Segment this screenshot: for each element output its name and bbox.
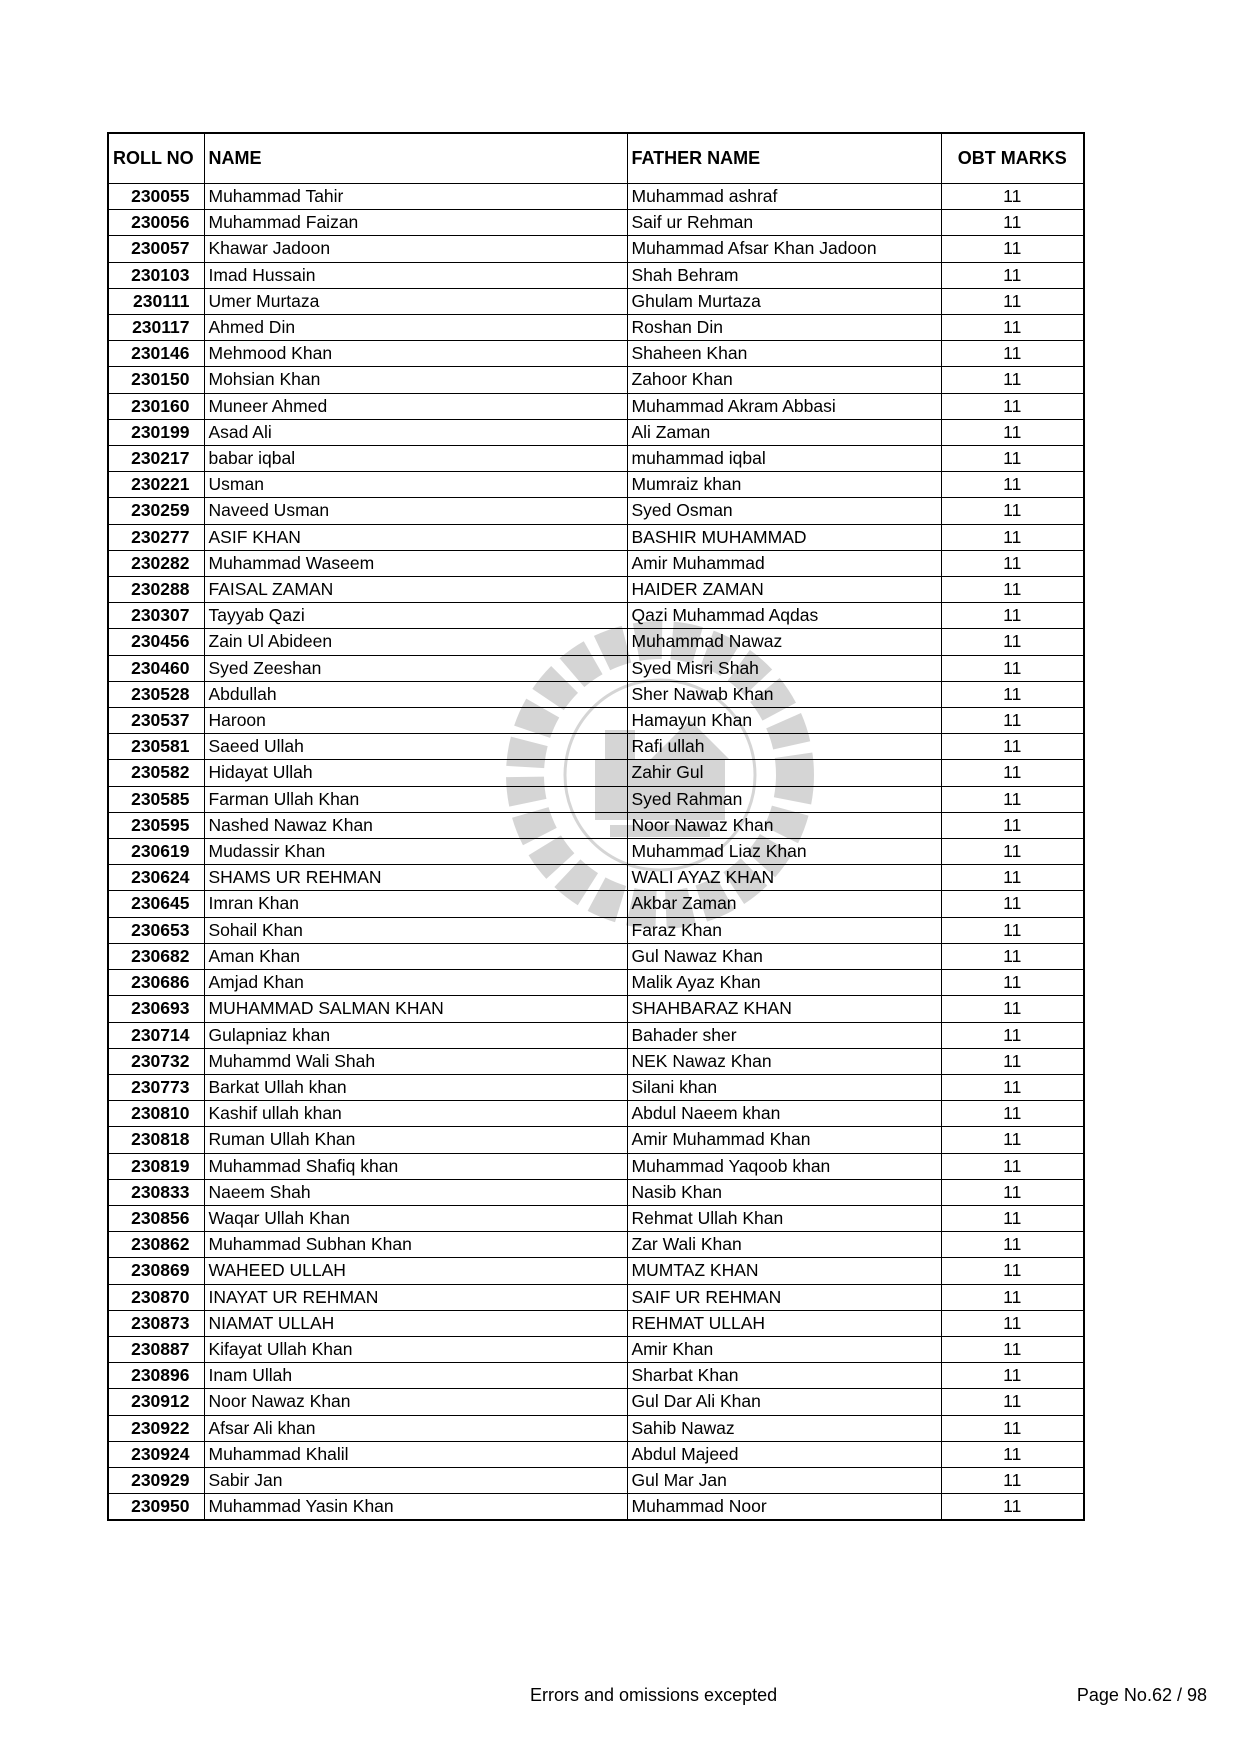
father-name-cell: Muhammad ashraf [627, 184, 941, 210]
name-cell: Muhammd Wali Shah [204, 1048, 627, 1074]
table-row [108, 760, 1084, 786]
table-row [108, 1127, 1084, 1153]
father-name-cell: Muhammad Nawaz [627, 629, 941, 655]
name-cell: Zain Ul Abideen [204, 629, 627, 655]
roll-no-cell: 230732 [108, 1048, 204, 1074]
roll-no-cell: 230150 [108, 367, 204, 393]
roll-no-cell: 230057 [108, 236, 204, 262]
name-cell: Muhammad Khalil [204, 1441, 627, 1467]
table-row [108, 1205, 1084, 1231]
obt-marks-cell: 11 [941, 498, 1084, 524]
name-cell: Hidayat Ullah [204, 760, 627, 786]
name-cell: Imad Hussain [204, 262, 627, 288]
table-row [108, 1363, 1084, 1389]
obt-marks-cell: 11 [941, 367, 1084, 393]
table-row [108, 917, 1084, 943]
obt-marks-cell: 11 [941, 734, 1084, 760]
table-row [108, 1074, 1084, 1100]
father-name-cell: Akbar Zaman [627, 891, 941, 917]
table-row [108, 1022, 1084, 1048]
table-row [108, 288, 1084, 314]
roll-no-cell: 230117 [108, 315, 204, 341]
father-name-cell: REHMAT ULLAH [627, 1310, 941, 1336]
name-cell: Inam Ullah [204, 1363, 627, 1389]
father-name-cell: Gul Mar Jan [627, 1467, 941, 1493]
obt-marks-cell: 11 [941, 629, 1084, 655]
header-obt-marks: OBT MARKS [941, 133, 1084, 184]
table-row [108, 262, 1084, 288]
obt-marks-cell: 11 [941, 603, 1084, 629]
roll-no-cell: 230873 [108, 1310, 204, 1336]
roll-no-cell: 230856 [108, 1205, 204, 1231]
father-name-cell: Abdul Majeed [627, 1441, 941, 1467]
roll-no-cell: 230259 [108, 498, 204, 524]
obt-marks-cell: 11 [941, 839, 1084, 865]
obt-marks-cell: 11 [941, 419, 1084, 445]
table-row [108, 708, 1084, 734]
obt-marks-cell: 11 [941, 210, 1084, 236]
father-name-cell: Muhammad Afsar Khan Jadoon [627, 236, 941, 262]
obt-marks-cell: 11 [941, 524, 1084, 550]
roll-no-cell: 230912 [108, 1389, 204, 1415]
roll-no-cell: 230869 [108, 1258, 204, 1284]
roll-no-cell: 230950 [108, 1494, 204, 1521]
obt-marks-cell: 11 [941, 760, 1084, 786]
obt-marks-cell: 11 [941, 1441, 1084, 1467]
name-cell: Ahmed Din [204, 315, 627, 341]
table-row [108, 1101, 1084, 1127]
name-cell: Saeed Ullah [204, 734, 627, 760]
roll-no-cell: 230581 [108, 734, 204, 760]
table-row [108, 1284, 1084, 1310]
name-cell: Muhammad Yasin Khan [204, 1494, 627, 1521]
roll-no-cell: 230773 [108, 1074, 204, 1100]
table-row [108, 1441, 1084, 1467]
father-name-cell: Amir Muhammad [627, 550, 941, 576]
table-row [108, 839, 1084, 865]
name-cell: Mehmood Khan [204, 341, 627, 367]
name-cell: Muhammad Tahir [204, 184, 627, 210]
father-name-cell: Noor Nawaz Khan [627, 812, 941, 838]
roll-no-cell: 230924 [108, 1441, 204, 1467]
roll-no-cell: 230929 [108, 1467, 204, 1493]
name-cell: Syed Zeeshan [204, 655, 627, 681]
roll-no-cell: 230810 [108, 1101, 204, 1127]
name-cell: Muhammad Shafiq khan [204, 1153, 627, 1179]
roll-no-cell: 230833 [108, 1179, 204, 1205]
father-name-cell: Rafi ullah [627, 734, 941, 760]
father-name-cell: Amir Muhammad Khan [627, 1127, 941, 1153]
name-cell: Sohail Khan [204, 917, 627, 943]
name-cell: Muhammad Faizan [204, 210, 627, 236]
header-name: NAME [204, 133, 627, 184]
roll-no-cell: 230103 [108, 262, 204, 288]
father-name-cell: Shaheen Khan [627, 341, 941, 367]
father-name-cell: NEK Nawaz Khan [627, 1048, 941, 1074]
father-name-cell: Rehmat Ullah Khan [627, 1205, 941, 1231]
father-name-cell: Abdul Naeem khan [627, 1101, 941, 1127]
obt-marks-cell: 11 [941, 708, 1084, 734]
roll-no-cell: 230686 [108, 970, 204, 996]
obt-marks-cell: 11 [941, 1101, 1084, 1127]
table-row [108, 210, 1084, 236]
obt-marks-cell: 11 [941, 1153, 1084, 1179]
roll-no-cell: 230056 [108, 210, 204, 236]
name-cell: Farman Ullah Khan [204, 786, 627, 812]
father-name-cell: Muhammad Liaz Khan [627, 839, 941, 865]
roll-no-cell: 230288 [108, 577, 204, 603]
table-row [108, 1232, 1084, 1258]
father-name-cell: Muhammad Yaqoob khan [627, 1153, 941, 1179]
father-name-cell: Sahib Nawaz [627, 1415, 941, 1441]
obt-marks-cell: 11 [941, 1467, 1084, 1493]
roll-no-cell: 230456 [108, 629, 204, 655]
roll-no-cell: 230460 [108, 655, 204, 681]
obt-marks-cell: 11 [941, 917, 1084, 943]
father-name-cell: MUMTAZ KHAN [627, 1258, 941, 1284]
table-row [108, 393, 1084, 419]
name-cell: Ruman Ullah Khan [204, 1127, 627, 1153]
father-name-cell: Sharbat Khan [627, 1363, 941, 1389]
table-row [108, 550, 1084, 576]
name-cell: FAISAL ZAMAN [204, 577, 627, 603]
father-name-cell: Gul Nawaz Khan [627, 943, 941, 969]
roll-no-cell: 230277 [108, 524, 204, 550]
father-name-cell: Nasib Khan [627, 1179, 941, 1205]
name-cell: Asad Ali [204, 419, 627, 445]
roll-no-cell: 230682 [108, 943, 204, 969]
roll-no-cell: 230055 [108, 184, 204, 210]
roll-no-cell: 230896 [108, 1363, 204, 1389]
obt-marks-cell: 11 [941, 236, 1084, 262]
table-row [108, 419, 1084, 445]
father-name-cell: SAIF UR REHMAN [627, 1284, 941, 1310]
name-cell: WAHEED ULLAH [204, 1258, 627, 1284]
father-name-cell: Ghulam Murtaza [627, 288, 941, 314]
table-row [108, 629, 1084, 655]
table-row [108, 1179, 1084, 1205]
table-row [108, 341, 1084, 367]
name-cell: Nashed Nawaz Khan [204, 812, 627, 838]
roll-no-cell: 230653 [108, 917, 204, 943]
obt-marks-cell: 11 [941, 1389, 1084, 1415]
name-cell: Kashif ullah khan [204, 1101, 627, 1127]
table-row [108, 184, 1084, 210]
name-cell: Muneer Ahmed [204, 393, 627, 419]
roll-no-cell: 230819 [108, 1153, 204, 1179]
name-cell: Mudassir Khan [204, 839, 627, 865]
obt-marks-cell: 11 [941, 865, 1084, 891]
table-row [108, 786, 1084, 812]
name-cell: Amjad Khan [204, 970, 627, 996]
father-name-cell: Hamayun Khan [627, 708, 941, 734]
roll-no-cell: 230862 [108, 1232, 204, 1258]
father-name-cell: muhammad iqbal [627, 446, 941, 472]
father-name-cell: SHAHBARAZ KHAN [627, 996, 941, 1022]
obt-marks-cell: 11 [941, 577, 1084, 603]
roll-no-cell: 230887 [108, 1336, 204, 1362]
father-name-cell: Malik Ayaz Khan [627, 970, 941, 996]
table-row [108, 524, 1084, 550]
father-name-cell: HAIDER ZAMAN [627, 577, 941, 603]
obt-marks-cell: 11 [941, 1336, 1084, 1362]
father-name-cell: BASHIR MUHAMMAD [627, 524, 941, 550]
roll-no-cell: 230585 [108, 786, 204, 812]
name-cell: Sabir Jan [204, 1467, 627, 1493]
table-row [108, 498, 1084, 524]
table-row [108, 603, 1084, 629]
table-row [108, 996, 1084, 1022]
father-name-cell: Qazi Muhammad Aqdas [627, 603, 941, 629]
obt-marks-cell: 11 [941, 1022, 1084, 1048]
father-name-cell: Zahir Gul [627, 760, 941, 786]
father-name-cell: Syed Misri Shah [627, 655, 941, 681]
obt-marks-cell: 11 [941, 550, 1084, 576]
roll-no-cell: 230922 [108, 1415, 204, 1441]
name-cell: Muhammad Waseem [204, 550, 627, 576]
table-row [108, 1048, 1084, 1074]
name-cell: Barkat Ullah khan [204, 1074, 627, 1100]
header-roll-no: ROLL NO [108, 133, 204, 184]
table-row [108, 970, 1084, 996]
name-cell: INAYAT UR REHMAN [204, 1284, 627, 1310]
page-number: Page No.62 / 98 [1076, 1685, 1207, 1705]
roll-no-cell: 230282 [108, 550, 204, 576]
father-name-cell: Muhammad Akram Abbasi [627, 393, 941, 419]
obt-marks-cell: 11 [941, 315, 1084, 341]
obt-marks-cell: 11 [941, 1494, 1084, 1521]
roll-no-cell: 230619 [108, 839, 204, 865]
name-cell: Mohsian Khan [204, 367, 627, 393]
roll-no-cell: 230870 [108, 1284, 204, 1310]
name-cell: Noor Nawaz Khan [204, 1389, 627, 1415]
roll-no-cell: 230818 [108, 1127, 204, 1153]
table-body [108, 184, 1084, 1521]
obt-marks-cell: 11 [941, 1074, 1084, 1100]
name-cell: Muhammad Subhan Khan [204, 1232, 627, 1258]
table-row [108, 865, 1084, 891]
obt-marks-cell: 11 [941, 812, 1084, 838]
obt-marks-cell: 11 [941, 472, 1084, 498]
table-header-row [108, 133, 1084, 184]
name-cell: Imran Khan [204, 891, 627, 917]
name-cell: NIAMAT ULLAH [204, 1310, 627, 1336]
obt-marks-cell: 11 [941, 1048, 1084, 1074]
roll-no-cell: 230146 [108, 341, 204, 367]
father-name-cell: Amir Khan [627, 1336, 941, 1362]
obt-marks-cell: 11 [941, 1258, 1084, 1284]
table-row [108, 1389, 1084, 1415]
name-cell: babar iqbal [204, 446, 627, 472]
table-row [108, 1467, 1084, 1493]
obt-marks-cell: 11 [941, 1127, 1084, 1153]
table-row [108, 236, 1084, 262]
roll-no-cell: 230221 [108, 472, 204, 498]
roll-no-cell: 230307 [108, 603, 204, 629]
table-row [108, 1415, 1084, 1441]
roll-no-cell: 230537 [108, 708, 204, 734]
father-name-cell: Gul Dar Ali Khan [627, 1389, 941, 1415]
table-row [108, 1258, 1084, 1284]
obt-marks-cell: 11 [941, 288, 1084, 314]
name-cell: Kifayat Ullah Khan [204, 1336, 627, 1362]
obt-marks-cell: 11 [941, 943, 1084, 969]
obt-marks-cell: 11 [941, 1284, 1084, 1310]
table-row [108, 1336, 1084, 1362]
father-name-cell: Zar Wali Khan [627, 1232, 941, 1258]
table-row [108, 472, 1084, 498]
roll-no-cell: 230645 [108, 891, 204, 917]
father-name-cell: WALI AYAZ KHAN [627, 865, 941, 891]
obt-marks-cell: 11 [941, 996, 1084, 1022]
obt-marks-cell: 11 [941, 1310, 1084, 1336]
father-name-cell: Syed Osman [627, 498, 941, 524]
name-cell: Afsar Ali khan [204, 1415, 627, 1441]
name-cell: Naeem Shah [204, 1179, 627, 1205]
father-name-cell: Zahoor Khan [627, 367, 941, 393]
father-name-cell: Roshan Din [627, 315, 941, 341]
obt-marks-cell: 11 [941, 1205, 1084, 1231]
obt-marks-cell: 11 [941, 1179, 1084, 1205]
name-cell: Usman [204, 472, 627, 498]
roll-no-cell: 230199 [108, 419, 204, 445]
obt-marks-cell: 11 [941, 1232, 1084, 1258]
roll-no-cell: 230160 [108, 393, 204, 419]
father-name-cell: Ali Zaman [627, 419, 941, 445]
name-cell: Tayyab Qazi [204, 603, 627, 629]
obt-marks-cell: 11 [941, 681, 1084, 707]
footer-disclaimer: Errors and omissions excepted [530, 1685, 778, 1705]
name-cell: Haroon [204, 708, 627, 734]
obt-marks-cell: 11 [941, 1363, 1084, 1389]
father-name-cell: Saif ur Rehman [627, 210, 941, 236]
roll-no-cell: 230217 [108, 446, 204, 472]
table-row [108, 315, 1084, 341]
name-cell: ASIF KHAN [204, 524, 627, 550]
table-row [108, 734, 1084, 760]
table-row [108, 367, 1084, 393]
table-row [108, 943, 1084, 969]
father-name-cell: Sher Nawab Khan [627, 681, 941, 707]
obt-marks-cell: 11 [941, 1415, 1084, 1441]
table-row [108, 1310, 1084, 1336]
father-name-cell: Faraz Khan [627, 917, 941, 943]
name-cell: Gulapniaz khan [204, 1022, 627, 1048]
father-name-cell: Mumraiz khan [627, 472, 941, 498]
roll-no-cell: 230624 [108, 865, 204, 891]
name-cell: Abdullah [204, 681, 627, 707]
table-row [108, 446, 1084, 472]
name-cell: Khawar Jadoon [204, 236, 627, 262]
name-cell: Umer Murtaza [204, 288, 627, 314]
father-name-cell: Shah Behram [627, 262, 941, 288]
father-name-cell: Silani khan [627, 1074, 941, 1100]
obt-marks-cell: 11 [941, 393, 1084, 419]
table-row [108, 681, 1084, 707]
table-row [108, 655, 1084, 681]
obt-marks-cell: 11 [941, 655, 1084, 681]
name-cell: SHAMS UR REHMAN [204, 865, 627, 891]
obt-marks-cell: 11 [941, 184, 1084, 210]
roll-no-cell: 230714 [108, 1022, 204, 1048]
name-cell: MUHAMMAD SALMAN KHAN [204, 996, 627, 1022]
obt-marks-cell: 11 [941, 786, 1084, 812]
table-row [108, 1153, 1084, 1179]
results-table [107, 132, 1085, 1521]
table-row [108, 812, 1084, 838]
obt-marks-cell: 11 [941, 446, 1084, 472]
father-name-cell: Bahader sher [627, 1022, 941, 1048]
name-cell: Waqar Ullah Khan [204, 1205, 627, 1231]
name-cell: Naveed Usman [204, 498, 627, 524]
father-name-cell: Syed Rahman [627, 786, 941, 812]
roll-no-cell: 230693 [108, 996, 204, 1022]
header-father-name: FATHER NAME [627, 133, 941, 184]
roll-no-cell: 230595 [108, 812, 204, 838]
table-row [108, 891, 1084, 917]
roll-no-cell: 230582 [108, 760, 204, 786]
roll-no-cell: 230528 [108, 681, 204, 707]
obt-marks-cell: 11 [941, 891, 1084, 917]
table-row [108, 1494, 1084, 1521]
obt-marks-cell: 11 [941, 262, 1084, 288]
obt-marks-cell: 11 [941, 970, 1084, 996]
father-name-cell: Muhammad Noor [627, 1494, 941, 1521]
obt-marks-cell: 11 [941, 341, 1084, 367]
roll-no-cell: 230111 [108, 288, 204, 314]
name-cell: Aman Khan [204, 943, 627, 969]
table-row [108, 577, 1084, 603]
